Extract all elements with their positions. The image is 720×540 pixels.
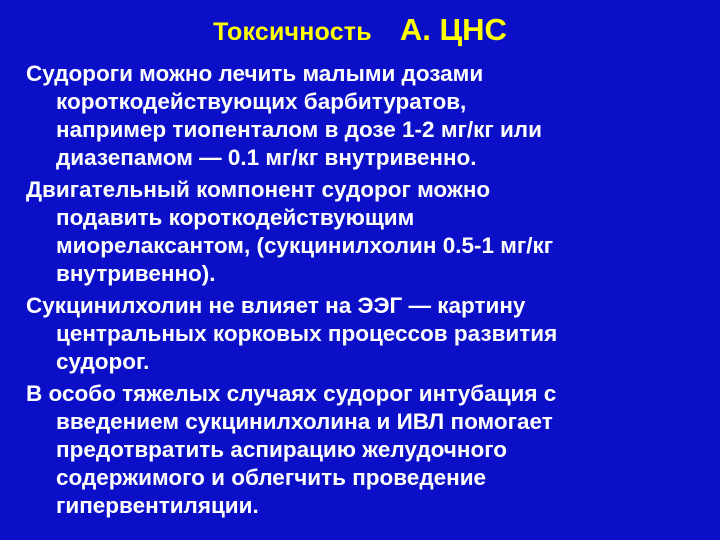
paragraph-severe-cases xyxy=(26,380,706,520)
paragraph-line: миорелаксантом, (сукцинилхолин 0.5-1 мг/кг xyxy=(56,233,554,258)
paragraph-line: Судороги можно лечить малыми дозами xyxy=(26,61,484,86)
paragraph-line: например тиопенталом в дозе 1-2 мг/кг или xyxy=(56,117,542,142)
paragraph-line: подавить короткодействующим xyxy=(56,205,415,230)
paragraph-motor-component xyxy=(26,176,706,288)
paragraph-seizure-treatment xyxy=(26,60,706,172)
slide-title xyxy=(0,12,720,48)
paragraph-line: предотвратить аспирацию желудочного xyxy=(56,437,508,462)
paragraph-line: В особо тяжелых случаях судорог интубация с xyxy=(26,381,557,406)
paragraph-line: Двигательный компонент судорог можно xyxy=(26,177,491,202)
paragraph-line: содержимого и облегчить проведение xyxy=(56,465,487,490)
paragraph-line: судорог. xyxy=(56,349,150,374)
paragraph-line: диазепамом — 0.1 мг/кг внутривенно. xyxy=(56,145,477,170)
slide-body xyxy=(26,60,706,524)
paragraph-line: внутривенно). xyxy=(56,261,216,286)
paragraph-line: гипервентиляции. xyxy=(56,493,259,518)
paragraph-line: введением сукцинилхолина и ИВЛ помогает xyxy=(56,409,553,434)
title-part2: А. ЦНС xyxy=(399,12,507,47)
paragraph-line: Сукцинилхолин не влияет на ЭЭГ — картину xyxy=(26,293,526,318)
paragraph-line: короткодействующих барбитуратов, xyxy=(56,89,467,114)
title-part1: Токсичность xyxy=(213,18,372,46)
paragraph-succinylcholine-eeg xyxy=(26,292,706,376)
paragraph-line: центральных корковых процессов развития xyxy=(56,321,558,346)
